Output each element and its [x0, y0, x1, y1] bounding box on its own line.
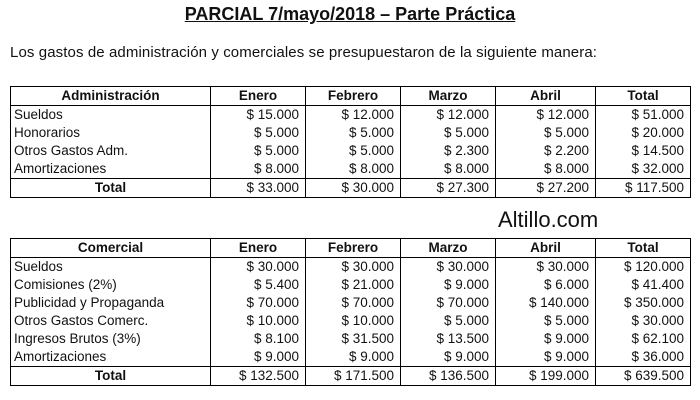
cell-value: $ 9.000 — [496, 330, 596, 348]
table-row — [11, 330, 691, 348]
row-label: Comisiones (2%) — [11, 276, 211, 294]
cell-value: $ 5.000 — [496, 312, 596, 330]
cell-value: $ 2.200 — [496, 142, 596, 160]
cell-value: $ 13.500 — [401, 330, 496, 348]
cell-value: $ 30.000 — [496, 258, 596, 277]
cell-value: $ 30.000 — [596, 312, 691, 330]
table-row — [11, 312, 691, 330]
col-header: Total — [596, 239, 691, 258]
total-value: $ 639.500 — [596, 367, 691, 386]
cell-value: $ 6.000 — [496, 276, 596, 294]
row-label: Otros Gastos Comerc. — [11, 312, 211, 330]
total-value: $ 117.500 — [596, 179, 691, 198]
row-label: Sueldos — [11, 106, 211, 125]
cell-value: $ 70.000 — [306, 294, 401, 312]
cell-value: $ 20.000 — [596, 124, 691, 142]
col-header: Total — [596, 87, 691, 106]
cell-value: $ 8.000 — [306, 160, 401, 179]
table-header-row — [11, 239, 691, 258]
table-row — [11, 142, 691, 160]
row-label: Honorarios — [11, 124, 211, 142]
cell-value: $ 5.000 — [306, 142, 401, 160]
commercial-expenses-table — [10, 238, 691, 386]
cell-value: $ 70.000 — [211, 294, 306, 312]
row-label: Amortizaciones — [11, 160, 211, 179]
total-label: Total — [11, 179, 211, 198]
col-header: Enero — [211, 87, 306, 106]
cell-value: $ 10.000 — [306, 312, 401, 330]
cell-value: $ 10.000 — [211, 312, 306, 330]
cell-value: $ 12.000 — [306, 106, 401, 125]
cell-value: $ 5.000 — [401, 124, 496, 142]
cell-value: $ 5.000 — [306, 124, 401, 142]
cell-value: $ 21.000 — [306, 276, 401, 294]
total-value: $ 199.000 — [496, 367, 596, 386]
cell-value: $ 9.000 — [306, 348, 401, 367]
cell-value: $ 350.000 — [596, 294, 691, 312]
table-row — [11, 348, 691, 367]
total-row — [11, 179, 691, 198]
table-row — [11, 106, 691, 125]
cell-value: $ 9.000 — [496, 348, 596, 367]
col-header: Comercial — [11, 239, 211, 258]
admin-expenses-table — [10, 86, 691, 198]
total-value: $ 33.000 — [211, 179, 306, 198]
cell-value: $ 30.000 — [306, 258, 401, 277]
cell-value: $ 41.400 — [596, 276, 691, 294]
cell-value: $ 8.100 — [211, 330, 306, 348]
table-row — [11, 258, 691, 277]
cell-value: $ 5.000 — [401, 312, 496, 330]
col-header: Febrero — [306, 239, 401, 258]
total-value: $ 27.200 — [496, 179, 596, 198]
cell-value: $ 8.000 — [401, 160, 496, 179]
cell-value: $ 32.000 — [596, 160, 691, 179]
watermark-text: Altillo.com — [498, 207, 599, 232]
cell-value: $ 36.000 — [596, 348, 691, 367]
cell-value: $ 14.500 — [596, 142, 691, 160]
cell-value: $ 5.000 — [496, 124, 596, 142]
cell-value: $ 30.000 — [211, 258, 306, 277]
total-label: Total — [11, 367, 211, 386]
table-row — [11, 276, 691, 294]
total-value: $ 136.500 — [401, 367, 496, 386]
cell-value: $ 12.000 — [401, 106, 496, 125]
table-row — [11, 124, 691, 142]
cell-value: $ 30.000 — [401, 258, 496, 277]
cell-value: $ 70.000 — [401, 294, 496, 312]
intro-text: Los gastos de administración y comerciales se presupuestaron de la siguiente manera: — [10, 44, 598, 61]
cell-value: $ 31.500 — [306, 330, 401, 348]
col-header: Marzo — [401, 87, 496, 106]
cell-value: $ 62.100 — [596, 330, 691, 348]
cell-value: $ 12.000 — [496, 106, 596, 125]
cell-value: $ 2.300 — [401, 142, 496, 160]
page-title: PARCIAL 7/mayo/2018 – Parte Práctica — [184, 4, 516, 24]
col-header: Febrero — [306, 87, 401, 106]
row-label: Publicidad y Propaganda — [11, 294, 211, 312]
cell-value: $ 9.000 — [401, 348, 496, 367]
cell-value: $ 15.000 — [211, 106, 306, 125]
cell-value: $ 5.000 — [211, 142, 306, 160]
col-header: Administración — [11, 87, 211, 106]
table-row — [11, 294, 691, 312]
cell-value: $ 9.000 — [401, 276, 496, 294]
col-header: Enero — [211, 239, 306, 258]
cell-value: $ 120.000 — [596, 258, 691, 277]
col-header: Marzo — [401, 239, 496, 258]
row-label: Ingresos Brutos (3%) — [11, 330, 211, 348]
cell-value: $ 5.400 — [211, 276, 306, 294]
cell-value: $ 51.000 — [596, 106, 691, 125]
total-value: $ 27.300 — [401, 179, 496, 198]
cell-value: $ 5.000 — [211, 124, 306, 142]
total-value: $ 171.500 — [306, 367, 401, 386]
cell-value: $ 140.000 — [496, 294, 596, 312]
total-value: $ 30.000 — [306, 179, 401, 198]
table-header-row — [11, 87, 691, 106]
row-label: Sueldos — [11, 258, 211, 277]
col-header: Abril — [496, 87, 596, 106]
total-value: $ 132.500 — [211, 367, 306, 386]
col-header: Abril — [496, 239, 596, 258]
row-label: Amortizaciones — [11, 348, 211, 367]
cell-value: $ 8.000 — [496, 160, 596, 179]
row-label: Otros Gastos Adm. — [11, 142, 211, 160]
cell-value: $ 8.000 — [211, 160, 306, 179]
total-row — [11, 367, 691, 386]
table-row — [11, 160, 691, 179]
cell-value: $ 9.000 — [211, 348, 306, 367]
